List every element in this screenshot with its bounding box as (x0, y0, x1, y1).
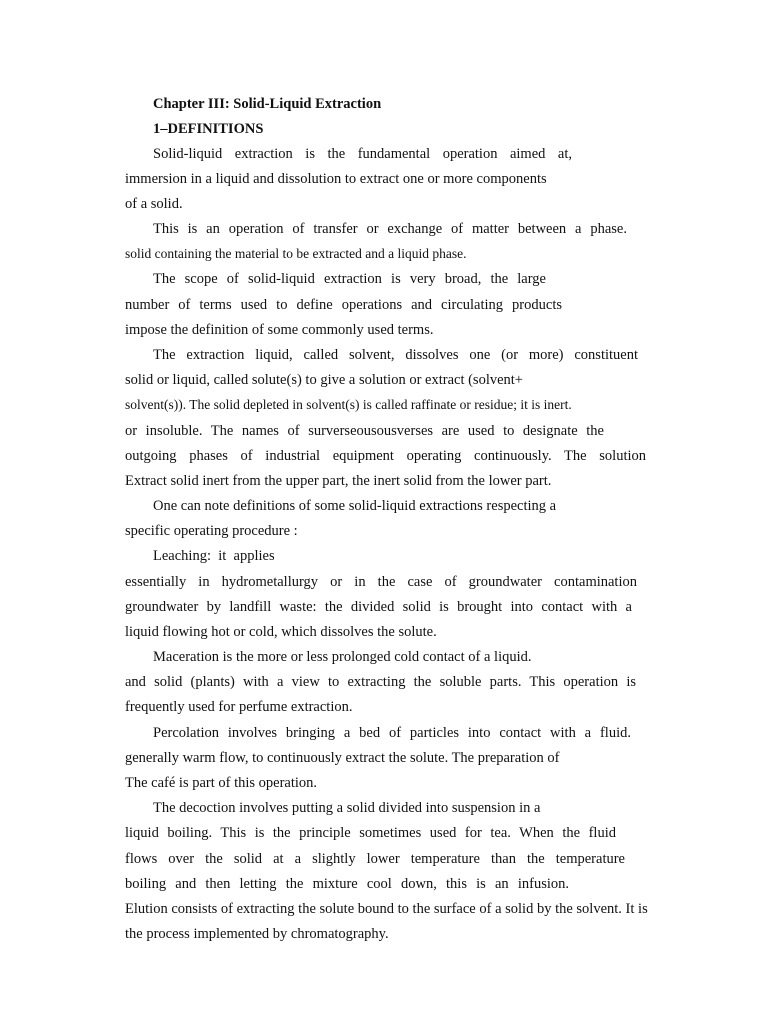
chapter-title: Chapter III: Solid-Liquid Extraction (153, 96, 382, 112)
text-line: Solid-liquid extraction is the fundamental operation aimed at, (153, 146, 572, 162)
text-line: flows over the solid at a slightly lower temperature than the temperature (125, 851, 625, 867)
text-line: essentially in hydrometallurgy or in the case of groundwater contamination (125, 574, 637, 590)
text-line: Maceration is the more or less prolonged cold contact of a liquid. (153, 649, 532, 665)
text-line: The decoction involves putting a solid divided into suspension in a (153, 800, 541, 816)
text-line: solvent(s)). The solid depleted in solvent(s) is called raffinate or residue; it is inert. (125, 397, 572, 412)
text-line: and solid (plants) with a view to extracting the soluble parts. This operation is (125, 674, 636, 690)
text-line: groundwater by landfill waste: the divided solid is brought into contact with a (125, 599, 632, 615)
text-line: Percolation involves bringing a bed of particles into contact with a fluid. (153, 725, 631, 741)
text-line: generally warm flow, to continuously extract the solute. The preparation of (125, 750, 560, 766)
text-line: outgoing phases of industrial equipment operating continuously. The solution (125, 448, 646, 464)
text-line: specific operating procedure : (125, 523, 298, 539)
text-line: solid or liquid, called solute(s) to give a solution or extract (solvent+ (125, 372, 523, 388)
text-line: or insoluble. The names of surverseousousverses are used to designate the (125, 423, 604, 439)
text-line: frequently used for perfume extraction. (125, 699, 353, 715)
text-line: One can note definitions of some solid-liquid extractions respecting a (153, 498, 557, 514)
text-line: Elution consists of extracting the solute bound to the surface of a solid by the solvent. It is (125, 901, 648, 917)
text-line: The extraction liquid, called solvent, dissolves one (or more) constituent (153, 347, 638, 363)
text-line: boiling and then letting the mixture cool down, this is an infusion. (125, 876, 569, 892)
text-line: of a solid. (125, 196, 183, 212)
section-heading: 1–DEFINITIONS (153, 121, 264, 137)
text-line: The scope of solid-liquid extraction is very broad, the large (153, 271, 546, 287)
text-line: Leaching: it applies (153, 548, 275, 564)
text-line: the process implemented by chromatography. (125, 926, 389, 942)
text-line: liquid flowing hot or cold, which dissolves the solute. (125, 624, 437, 640)
text-line: number of terms used to define operations and circulating products (125, 297, 562, 313)
text-line: Extract solid inert from the upper part, the inert solid from the lower part. (125, 473, 552, 489)
text-line: immersion in a liquid and dissolution to extract one or more components (125, 171, 547, 187)
text-line: This is an operation of transfer or exchange of matter between a phase. (153, 221, 627, 237)
text-line: The café is part of this operation. (125, 775, 318, 791)
text-line: impose the definition of some commonly used terms. (125, 322, 434, 338)
text-line: liquid boiling. This is the principle sometimes used for tea. When the fluid (125, 825, 616, 841)
text-line: solid containing the material to be extracted and a liquid phase. (125, 246, 467, 261)
